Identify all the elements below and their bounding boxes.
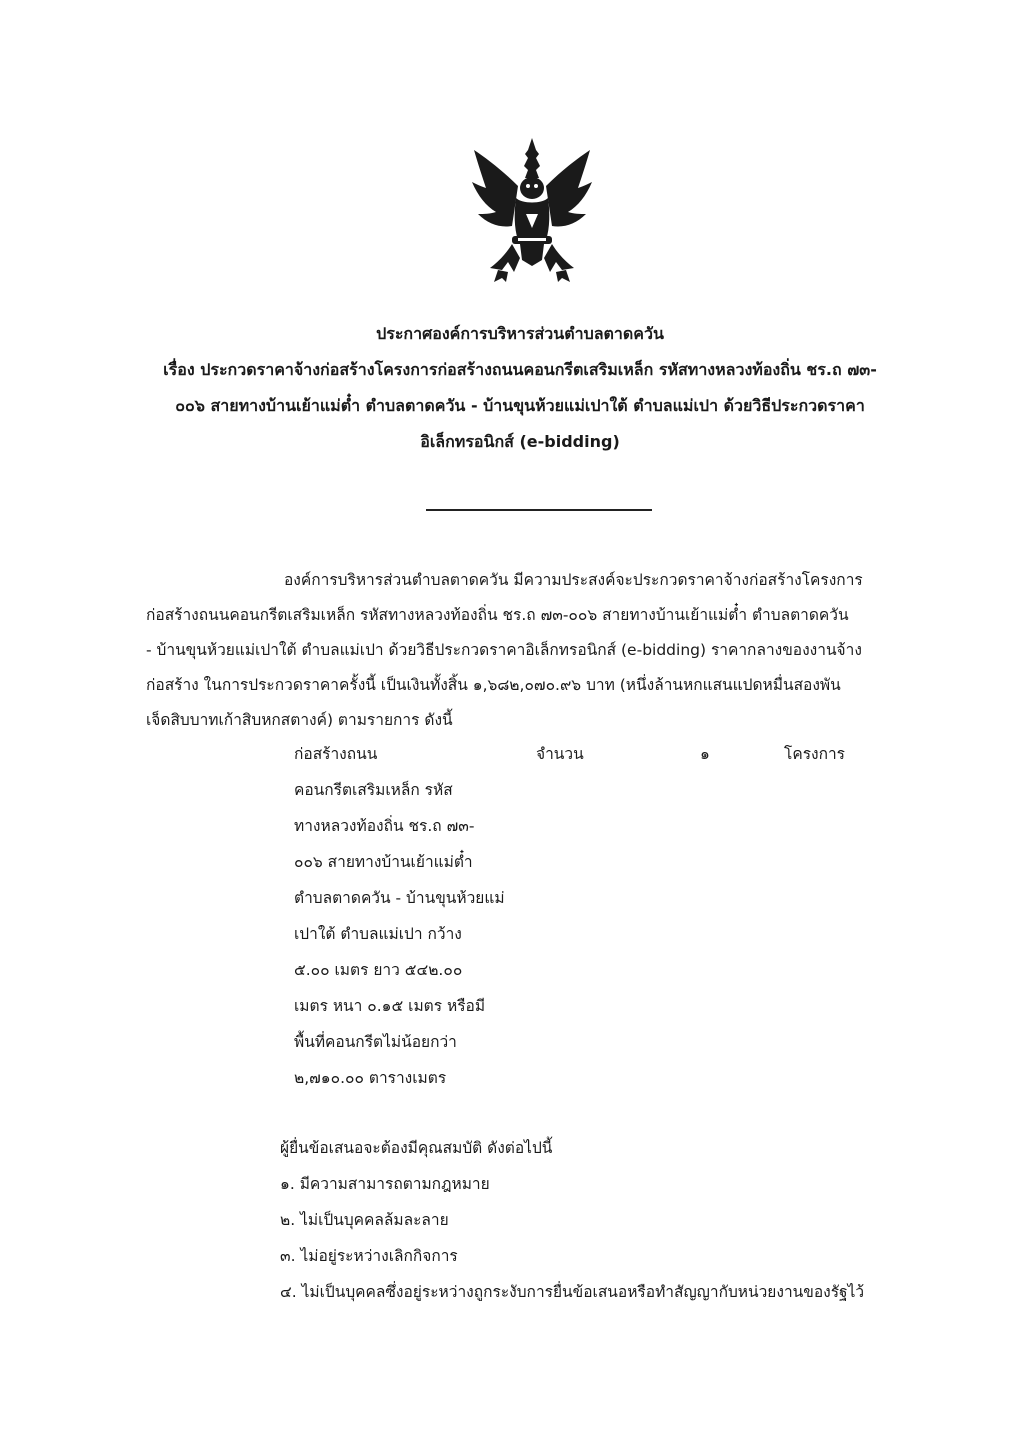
item-description-line: ๒,๗๑๐.๐๐ ตารางเมตร	[294, 1069, 447, 1087]
paragraph-line: ก่อสร้าง ในการประกวดราคาครั้งนี้ เป็นเงินทั้งสิ้น ๑,๖๘๒,๐๗๐.๙๖ บาท (หนึ่งล้านหกแสนแปดหมื่นสองพัน	[146, 676, 841, 694]
qualifications-heading: ผู้ยื่นข้อเสนอจะต้องมีคุณสมบัติ ดังต่อไปนี้	[280, 1139, 553, 1157]
item-description-line: เปาใต้ ตำบลแม่เปา กว้าง	[294, 925, 462, 943]
quantity-label: จำนวน	[536, 745, 584, 763]
item-description-line: พื้นที่คอนกรีตไม่น้อยกว่า	[294, 1033, 457, 1051]
qualification-item: ๔. ไม่เป็นบุคคลซึ่งอยู่ระหว่างถูกระงับการยื่นข้อเสนอหรือทำสัญญากับหน่วยงานของรัฐไว้	[280, 1283, 865, 1301]
item-description-line: ก่อสร้างถนน	[294, 745, 378, 763]
item-description-line: เมตร หนา ๐.๑๕ เมตร หรือมี	[294, 997, 486, 1015]
item-description-line: คอนกรีตเสริมเหล็ก รหัส	[294, 781, 453, 799]
title-divider	[426, 509, 652, 511]
item-description-line: ตำบลตาดควัน - บ้านขุนห้วยแม่	[294, 889, 505, 907]
subject-line-2: ๐๐๖ สายทางบ้านเย้าแม่ต๋ำ ตำบลตาดควัน - บ้านขุนห้วยแม่เปาใต้ ตำบลแม่เปา ด้วยวิธีประกวดราคา	[175, 396, 865, 415]
subject-line-3: อิเล็กทรอนิกส์ (e-bidding)	[420, 432, 620, 451]
garuda-emblem-icon	[468, 136, 596, 284]
subject-line-1: เรื่อง ประกวดราคาจ้างก่อสร้างโครงการก่อสร้างถนนคอนกรีตเสริมเหล็ก รหัสทางหลวงท้องถิ่น ชร.ถ ๗๓-	[163, 360, 877, 379]
paragraph-line: ก่อสร้างถนนคอนกรีตเสริมเหล็ก รหัสทางหลวงท้องถิ่น ชร.ถ ๗๓-๐๐๖ สายทางบ้านเย้าแม่ต๋ำ ตำบลตาดควัน	[146, 606, 849, 624]
quantity-unit: โครงการ	[784, 745, 846, 763]
item-description-line: ๐๐๖ สายทางบ้านเย้าแม่ต๋ำ	[294, 853, 473, 871]
quantity-value: ๑	[700, 745, 710, 763]
paragraph-line: เจ็ดสิบบาทเก้าสิบหกสตางค์) ตามรายการ ดังนี้	[146, 711, 453, 729]
item-description-line: ๕.๐๐ เมตร ยาว ๕๔๒.๐๐	[294, 961, 463, 979]
item-description-line: ทางหลวงท้องถิ่น ชร.ถ ๗๓-	[294, 817, 475, 835]
paragraph-line: องค์การบริหารส่วนตำบลตาดควัน มีความประสงค์จะประกวดราคาจ้างก่อสร้างโครงการ	[284, 571, 863, 589]
paragraph-line: - บ้านขุนห้วยแม่เปาใต้ ตำบลแม่เปา ด้วยวิธีประกวดราคาอิเล็กทรอนิกส์ (e-bidding) ราคากลางของงานจ้าง	[146, 641, 862, 659]
qualification-item: ๓. ไม่อยู่ระหว่างเลิกกิจการ	[280, 1247, 458, 1265]
qualification-item: ๑. มีความสามารถตามกฎหมาย	[280, 1175, 490, 1193]
announcement-title: ประกาศองค์การบริหารส่วนตำบลตาดควัน	[376, 324, 664, 343]
qualification-item: ๒. ไม่เป็นบุคคลล้มละลาย	[280, 1211, 449, 1229]
